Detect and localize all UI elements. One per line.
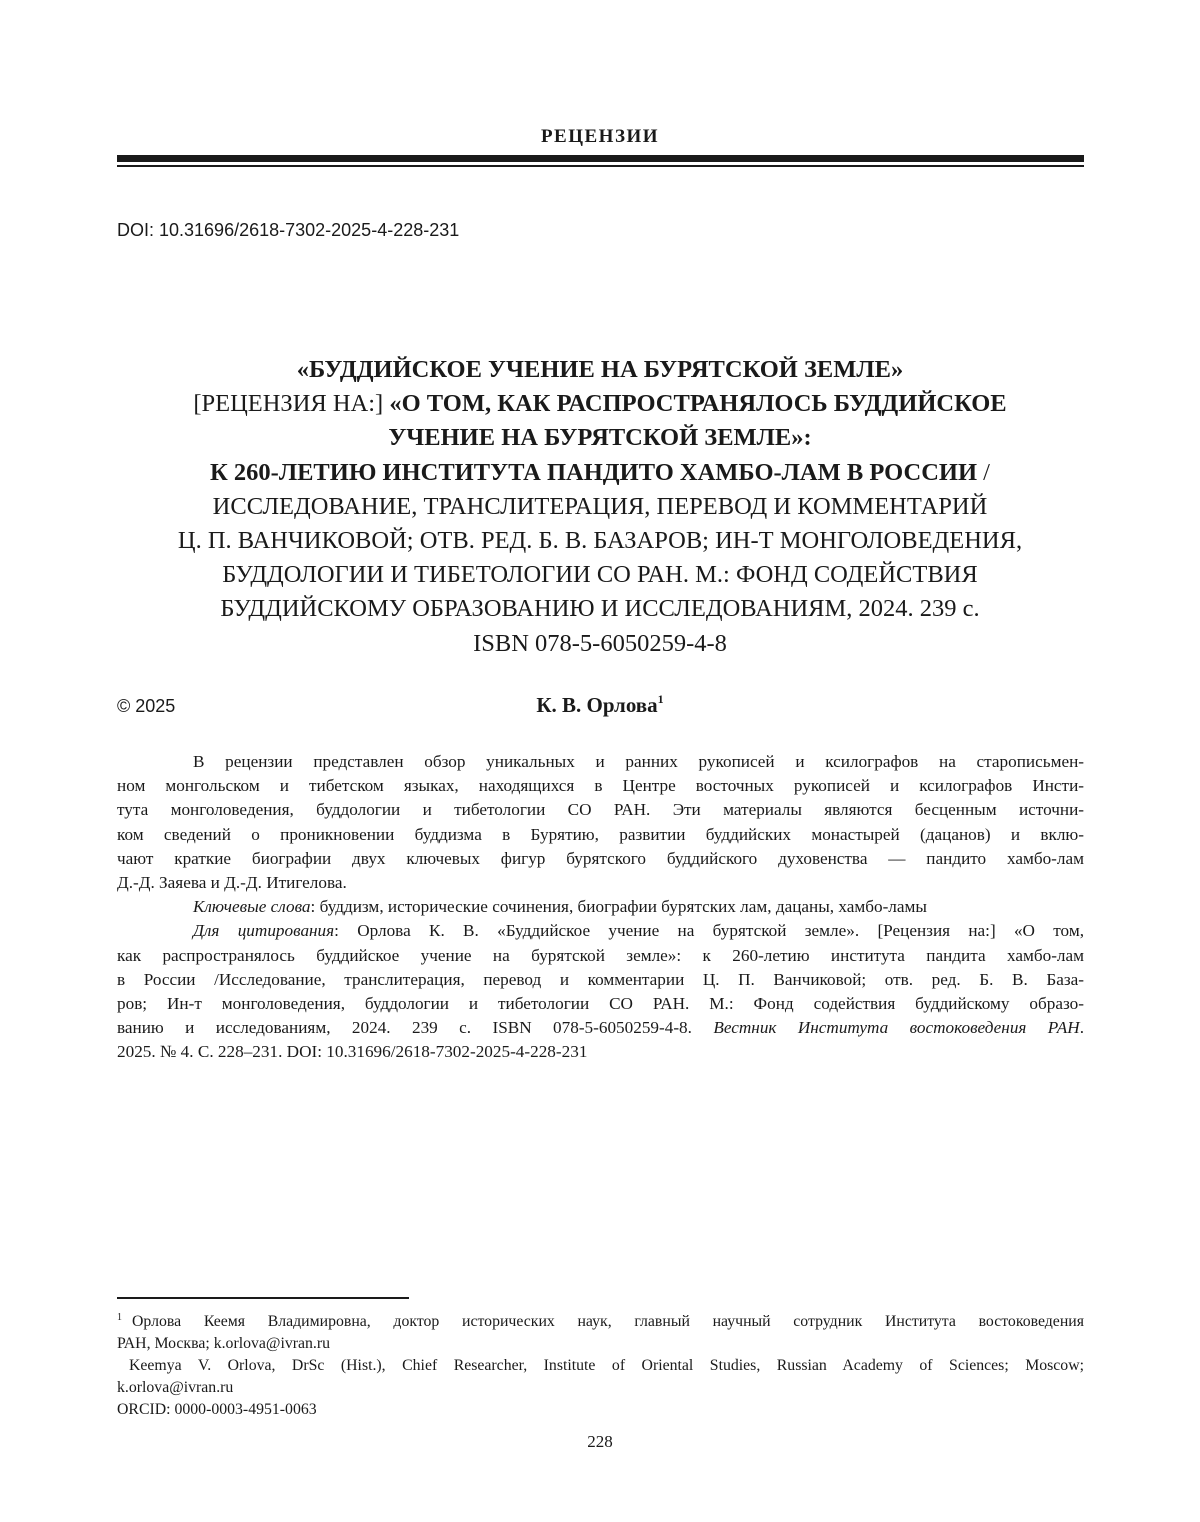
title-slash: / — [977, 458, 990, 486]
title-line-8: БУДДИЙСКОМУ ОБРАЗОВАНИЮ И ИССЛЕДОВАНИЯМ, 2024. 239 с. — [220, 595, 980, 623]
title-line-3: УЧЕНИЕ НА БУРЯТСКОЙ ЗЕМЛЕ»: — [388, 424, 812, 452]
citation-line-2: как распространялось буддийское учение на бурятской земле»: к 260-летию института пандита хамбо-лам — [117, 945, 1084, 965]
citation-line-6: 2025. № 4. С. 228–231. DOI: 10.31696/2618-7302-2025-4-228-231 — [117, 1042, 588, 1062]
citation-line-3: в России /Исследование, транслитерация, перевод и комментарии Ц. П. Ванчиковой; отв. ред. Б. В. База- — [117, 969, 1084, 989]
citation-line-1 — [117, 919, 1084, 943]
header-rule-thin — [117, 165, 1084, 167]
journal-name: Вестник Института востоковедения РАН — [713, 1018, 1080, 1038]
citation-text: ванию и исследованиям, 2024. 239 с. ISBN 078-5-6050259-4-8. — [117, 1018, 714, 1038]
abstract-line: тута монголоведения, буддологии и тибетологии СО РАН. Эти материалы являются бесценным источни- — [117, 800, 1084, 820]
title-line-1: «БУДДИЙСКОЕ УЧЕНИЕ НА БУРЯТСКОЙ ЗЕМЛЕ» — [296, 356, 904, 383]
citation-text: : Орлова К. В. «Буддийское учение на бурятской земле». [Рецензия на:] «О том, — [334, 921, 1084, 941]
title-subtitle: К 260-ЛЕТИЮ ИНСТИТУТА ПАНДИТО ХАМБО-ЛАМ В РОССИИ — [210, 458, 978, 486]
author-name: К. В. Орлова — [536, 693, 658, 717]
citation-label: Для цитирования — [193, 921, 335, 941]
footnote-text: Орлова Кеемя Владимировна, доктор исторических наук, главный научный сотрудник Института востоковедения — [132, 1313, 1084, 1330]
footnote-line-3: Keemya V. Orlova, DrSc (Hist.), Chief Researcher, Institute of Oriental Studies, Russian Academy of Sciences; Moscow; — [129, 1357, 1084, 1374]
article-title — [110, 353, 1090, 661]
footnote — [117, 1307, 1084, 1421]
page-number: 228 — [587, 1432, 613, 1451]
author-byline — [0, 692, 1200, 718]
copyright: © 2025 — [117, 696, 176, 716]
footnote-line-2: РАН, Москва; k.orlova@ivran.ru — [117, 1335, 331, 1352]
keywords-label: Ключевые слова — [193, 897, 311, 917]
title-book-name: «О ТОМ, КАК РАСПРОСТРАНЯЛОСЬ БУДДИЙСКОЕ — [389, 390, 1007, 418]
footnote-line-1 — [117, 1307, 1084, 1333]
abstract-line: В рецензии представлен обзор уникальных и ранних рукописей и ксилографов на старописьмен- — [193, 752, 1084, 771]
title-review-tag: [РЕЦЕНЗИЯ НА:] — [193, 390, 390, 418]
title-line-4 — [110, 456, 1090, 490]
abstract-line: чают краткие биографии двух ключевых фигур бурятского буддийского духовенства — пандито хамбо-лам — [117, 848, 1084, 868]
abstract-block — [117, 750, 1084, 1065]
footnote-mark: 1 — [117, 1312, 122, 1323]
doi[interactable]: DOI: 10.31696/2618-7302-2025-4-228-231 — [117, 220, 460, 240]
citation-line-5 — [117, 1016, 1084, 1040]
section-header: РЕЦЕНЗИИ — [540, 126, 660, 147]
footnote-rule — [117, 1297, 409, 1299]
title-isbn: ISBN 078-5-6050259-4-8 — [473, 629, 727, 657]
abstract-line: Д.-Д. Заяева и Д.-Д. Итигелова. — [117, 873, 347, 893]
citation-text: . — [1079, 1018, 1084, 1038]
abstract-line: ком сведений о проникновении буддизма в Бурятию, развитии буддийских монастырей (дацанов) и вклю- — [117, 824, 1084, 844]
title-line-2 — [110, 387, 1090, 421]
author-footnote-mark[interactable]: 1 — [657, 692, 664, 706]
keywords — [117, 895, 1084, 919]
footnote-orcid[interactable]: ORCID: 0000-0003-4951-0063 — [117, 1401, 317, 1418]
keywords-text: : буддизм, исторические сочинения, биографии бурятских лам, дацаны, хамбо-ламы — [310, 897, 927, 917]
title-line-6: Ц. П. ВАНЧИКОВОЙ; ОТВ. РЕД. Б. В. БАЗАРОВ; ИН-Т МОНГОЛОВЕДЕНИЯ, — [177, 527, 1023, 555]
title-line-5: ИССЛЕДОВАНИЕ, ТРАНСЛИТЕРАЦИЯ, ПЕРЕВОД И КОММЕНТАРИЙ — [212, 492, 988, 520]
header-rule-thick — [117, 155, 1084, 162]
title-line-7: БУДДОЛОГИИ И ТИБЕТОЛОГИИ СО РАН. М.: ФОНД СОДЕЙСТВИЯ — [222, 561, 978, 589]
footnote-email[interactable]: k.orlova@ivran.ru — [117, 1379, 234, 1396]
abstract-line: ном монгольском и тибетском языках, находящихся в Центре восточных рукописей и ксилографов Инсти- — [117, 776, 1084, 796]
citation-line-4: ров; Ин-т монголоведения, буддологии и тибетологии СО РАН. М.: Фонд содействия буддийскому образо- — [117, 994, 1084, 1014]
